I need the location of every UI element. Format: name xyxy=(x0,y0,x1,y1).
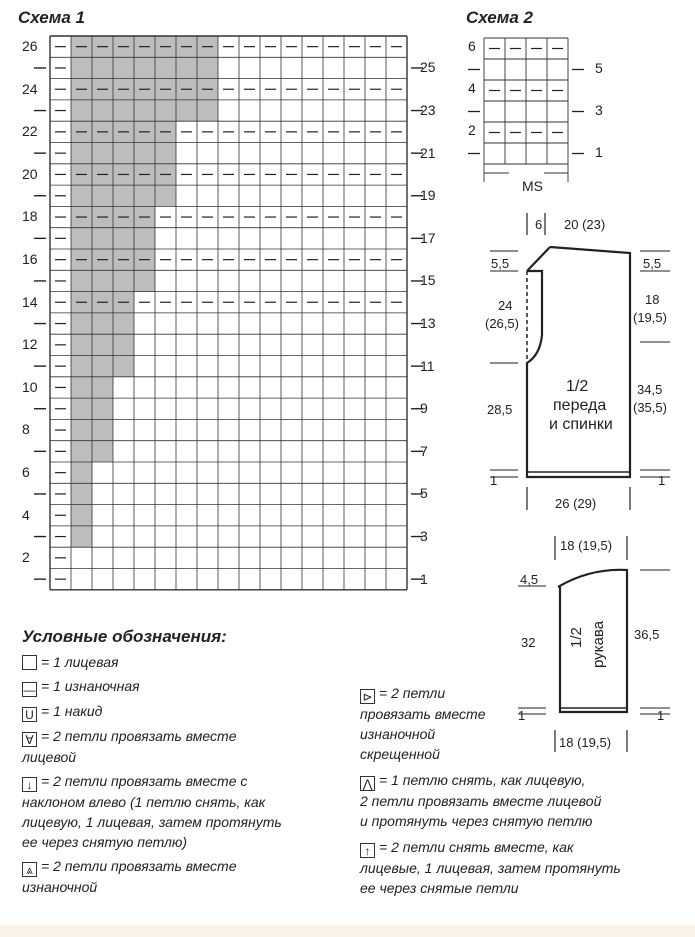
legend-item-p2tog: ⩓ = 2 петли провязать вместе xyxy=(22,856,352,877)
row-number: 1 xyxy=(595,144,603,160)
body-label-half: 1/2 xyxy=(566,378,589,395)
shaded-cell xyxy=(71,57,218,78)
purl-symbol-icon: — xyxy=(23,683,36,697)
row-number: 6 xyxy=(468,38,476,54)
row-number: 5 xyxy=(420,485,428,502)
row-number: 6 xyxy=(22,464,30,480)
legend-item-p2tog-tbl: ⊳ = 2 петли xyxy=(360,683,690,704)
row-number: 17 xyxy=(420,229,436,246)
scheme2-chart xyxy=(460,30,600,195)
body-top-width-1: 6 xyxy=(535,217,543,232)
legend-left-column: = 1 лицевая — = 1 изнаночная U = 1 накид ∀ = 2 петли провязать вместе лицевой ↓ = 2 петли провязать вместе с наклоном влево (1 петлю снять, как лицевую, 1 лицевая, затем протянуть ее через снятую петлю) ⩓ = 2 петли провязать вместе изнаночной xyxy=(22,652,352,897)
legend-item-sk2p: ⋀ = 1 петлю снять, как лицевую, xyxy=(360,770,690,791)
shaded-cell xyxy=(71,143,176,164)
ssk-symbol-icon: ↓ xyxy=(22,777,37,792)
legend-item-knit: = 1 лицевая xyxy=(22,652,352,672)
row-number: 13 xyxy=(420,314,436,331)
legend-item-purl: — = 1 изнаночная xyxy=(23,678,140,697)
row-number: 24 xyxy=(22,80,38,97)
body-label-back: и спинки xyxy=(549,416,613,433)
row-number: 18 xyxy=(22,208,38,225)
row-number: 25 xyxy=(420,59,436,76)
body-armhole-right: 18 xyxy=(645,292,660,307)
row-number: 1 xyxy=(420,570,428,587)
row-number: 3 xyxy=(595,102,603,118)
body-armhole-right-alt: (19,5) xyxy=(633,310,667,325)
sleeve-cap-left: 4,5 xyxy=(520,572,539,587)
row-number: 9 xyxy=(420,400,428,417)
row-number: 15 xyxy=(420,272,436,289)
body-side-right: 34,5 xyxy=(637,382,663,397)
row-number: 2 xyxy=(22,549,30,566)
shaded-cell xyxy=(71,526,92,547)
scheme2-title: Схема 2 xyxy=(466,8,533,27)
shaded-cell xyxy=(71,100,218,121)
sleeve-top-width: 18 (19,5) xyxy=(560,538,613,553)
row-number: 12 xyxy=(22,336,38,353)
body-hem-left: 1 xyxy=(490,473,498,488)
body-top-width-2: 20 (23) xyxy=(564,217,606,232)
row-number: 11 xyxy=(420,357,435,374)
row-number: 5 xyxy=(595,60,603,76)
shaded-cell xyxy=(71,313,134,334)
body-bottom-width: 26 (29) xyxy=(555,496,597,511)
row-number: 14 xyxy=(22,293,38,310)
row-number: 2 xyxy=(468,122,476,138)
sleeve-hem-left: 1 xyxy=(518,708,526,723)
row-number: 7 xyxy=(420,442,428,459)
legend-item-cdd: ↑ = 2 петли снять вместе, как xyxy=(360,837,690,858)
row-number: 8 xyxy=(22,421,30,438)
body-label-front: переда xyxy=(553,397,607,414)
row-number: 23 xyxy=(420,101,436,118)
sleeve-hem-right: 1 xyxy=(657,708,665,723)
sleeve-side-left: 32 xyxy=(521,635,536,650)
sk2p-symbol-icon: ⋀ xyxy=(360,776,375,791)
row-number: 22 xyxy=(22,123,38,140)
shaded-cell xyxy=(71,356,134,377)
body-side-left: 28,5 xyxy=(487,402,513,417)
shaded-cell xyxy=(71,483,92,504)
p2tog-tbl-symbol-icon: ⊳ xyxy=(360,689,375,704)
shaded-cell xyxy=(71,505,92,526)
footer-strip xyxy=(0,925,695,937)
scheme1-title: Схема 1 xyxy=(18,8,85,27)
scheme1-chart xyxy=(0,0,460,600)
legend-item-k2tog: ∀ = 2 петли провязать вместе xyxy=(22,726,352,747)
legend-item-yarn-over: U = 1 накид xyxy=(22,701,352,722)
yarn-over-symbol-icon: U xyxy=(22,707,37,722)
row-number: 4 xyxy=(468,80,476,96)
row-number: 3 xyxy=(420,527,428,544)
p2tog-symbol-icon: ⩓ xyxy=(22,862,37,877)
k2tog-symbol-icon: ∀ xyxy=(22,732,37,747)
sleeve-label-half: 1/2 xyxy=(568,627,585,648)
shaded-cell xyxy=(71,334,134,355)
shaded-cell xyxy=(71,462,92,483)
body-armhole-left-alt: (26,5) xyxy=(485,316,519,331)
row-number: 16 xyxy=(22,251,38,267)
legend-item-ssk: ↓ = 2 петли провязать вместе с xyxy=(22,771,352,792)
row-number: 26 xyxy=(22,38,38,54)
shaded-cell xyxy=(71,185,176,206)
row-number: 19 xyxy=(420,187,436,204)
scheme2-footer-label: MS xyxy=(522,178,543,194)
knit-symbol-icon xyxy=(22,655,37,670)
cdd-symbol-icon: ↑ xyxy=(360,843,375,858)
row-number: 21 xyxy=(420,144,436,161)
sleeve-bottom-width: 18 (19,5) xyxy=(559,735,612,750)
sleeve-side-right: 36,5 xyxy=(634,627,660,642)
legend-heading: Условные обозначения: xyxy=(22,627,227,646)
body-shoulder-right: 5,5 xyxy=(643,256,662,271)
body-armhole-left: 24 xyxy=(498,298,513,313)
body-hem-right: 1 xyxy=(658,473,666,488)
row-number: 4 xyxy=(22,506,30,523)
sleeve-label-name: рукава xyxy=(590,620,607,668)
row-number: 20 xyxy=(22,165,38,182)
body-side-right-alt: (35,5) xyxy=(633,400,667,415)
body-shoulder-left: 5,5 xyxy=(491,256,510,271)
legend-right-column: ⊳ = 2 петли провязать вместе изнаночной скрещенной ⋀ = 1 петлю снять, как лицевую, 2 петли провязать вместе лицевой и протянуть через снятую петлю ↑ = 2 петли снять вместе, как лицевые, 1 лицевая, затем протянуть ее через снятые петли xyxy=(360,683,690,898)
row-number: 10 xyxy=(22,378,38,395)
